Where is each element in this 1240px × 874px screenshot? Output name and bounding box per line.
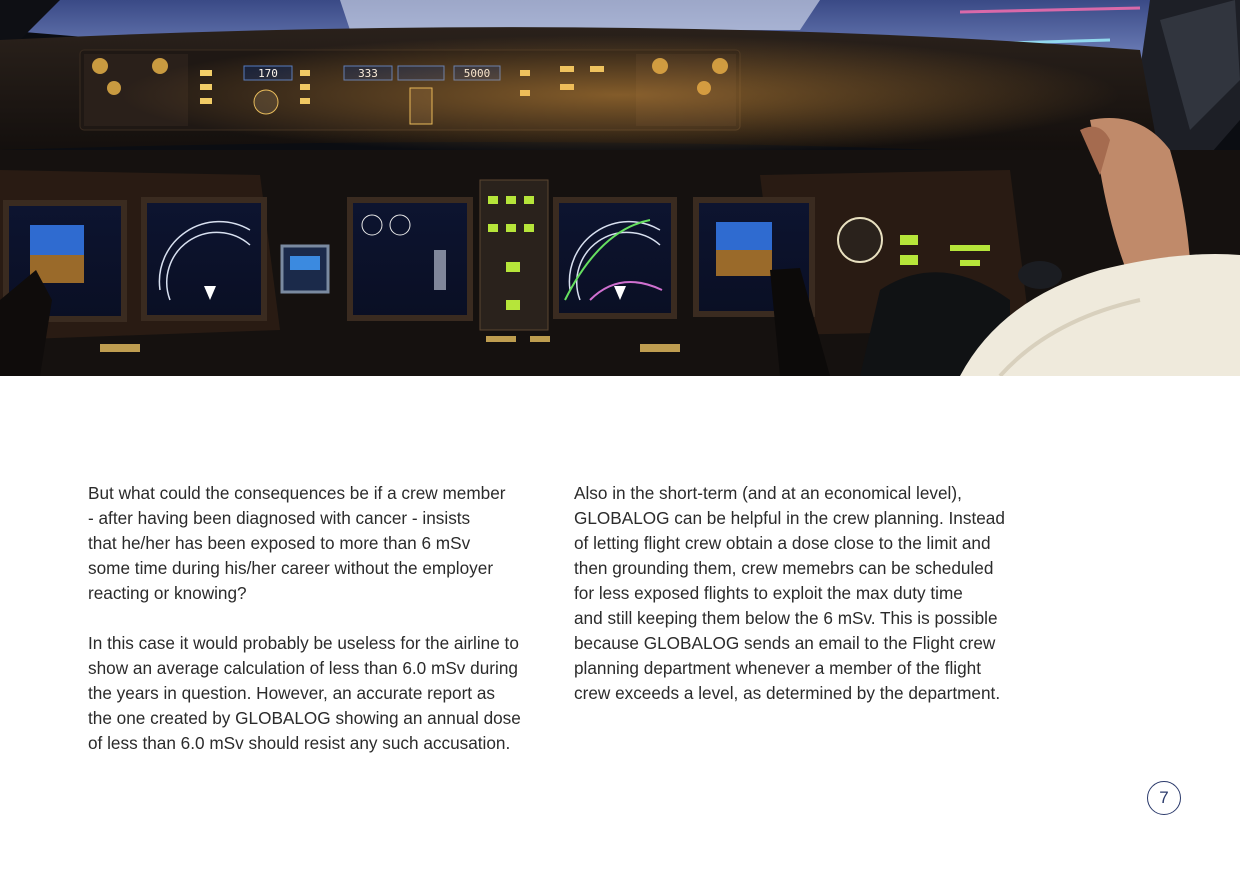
right-column xyxy=(574,481,1014,706)
left-paragraph-1: But what could the consequences be if a crew member - after having been diagnosed with cancer - insists that he/her has been exposed to more than 6 mSv some time during his/her career without the employer reacting or knowing? xyxy=(88,483,506,603)
left-column xyxy=(88,481,528,756)
cockpit-photo xyxy=(0,0,1240,376)
left-paragraph-2: In this case it would probably be useless for the airline to show an average calculation of less than 6.0 mSv during the years in question. However, an accurate report as the one created by GLOBALOG showing an annual dose of less than 6.0 mSv should resist any such accusation. xyxy=(88,633,521,753)
page-number: 7 xyxy=(1147,781,1181,815)
hero-image xyxy=(0,0,1240,376)
right-paragraph-1: Also in the short-term (and at an economical level), GLOBALOG can be helpful in the crew planning. Instead of letting flight crew obtain a dose close to the limit and then grounding them, crew memebrs can be scheduled for less exposed flights to exploit the max duty time and still keeping them below the 6 mSv. This is possible because GLOBALOG sends an email to the Flight crew planning department whenever a member of the flight crew exceeds a level, as determined by the department. xyxy=(574,483,1005,703)
